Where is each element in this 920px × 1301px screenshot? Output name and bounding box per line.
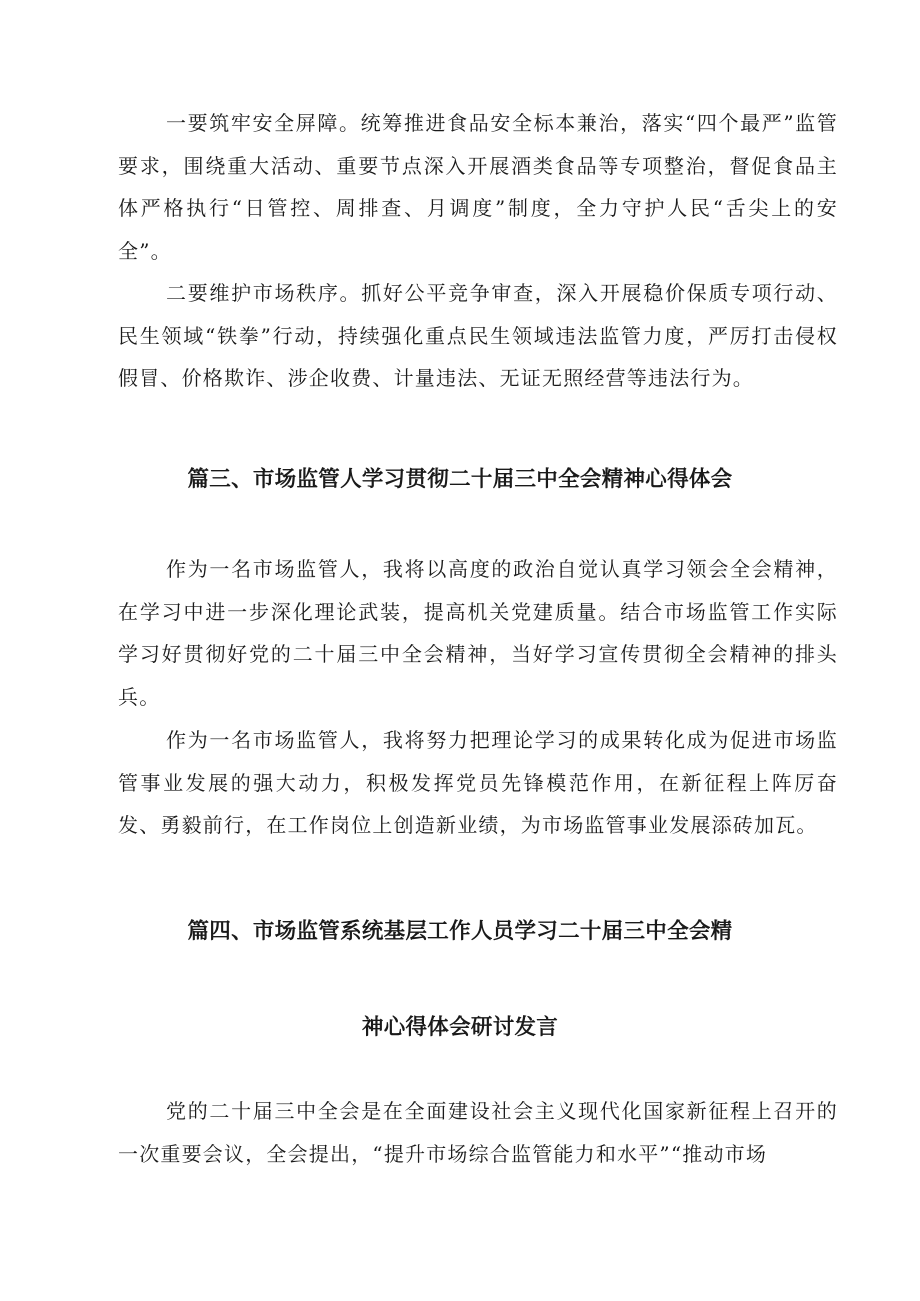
paragraph-study-spirit: 作为一名市场监管人，我将以高度的政治自觉认真学习领会全会精神，在学习中进一步深化理论武装，提高机关党建质量。结合市场监管工作实际学习好贯彻好党的二十届三中全会精神，当好学习宣传贯彻全会精神的排头兵。 — [118, 557, 838, 709]
section-four-heading-line-1: 篇四、市场监管系统基层工作人员学习二十届三中全会精 — [187, 919, 733, 944]
paragraph-food-safety: 一要筑牢安全屏障。统筹推进食品安全标本兼治，落实“四个最严”监管要求，围绕重大活动、重要节点深入开展酒类食品等专项整治，督促食品主体严格执行“日管控、周排查、月调度”制度，全力守护人民“舌尖上的安全”。 — [118, 111, 838, 263]
paragraph-theory-practice: 作为一名市场监管人，我将努力把理论学习的成果转化成为促进市场监管事业发展的强大动力，积极发挥党员先锋模范作用，在新征程上阵厉奋发、勇毅前行，在工作岗位上创造新业绩，为市场监管事业发展添砖加瓦。 — [118, 728, 838, 837]
paragraph-plenary-intro: 党的二十届三中全会是在全面建设社会主义现代化国家新征程上召开的一次重要会议，全会提出，“提升市场综合监管能力和水平”“推动市场 — [118, 1099, 838, 1166]
paragraph-market-order: 二要维护市场秩序。抓好公平竞争审查，深入开展稳价保质专项行动、民生领域“铁拳”行动，持续强化重点民生领域违法监管力度，严厉打击侵权假冒、价格欺诈、涉企收费、计量违法、无证无照经营等违法行为。 — [118, 281, 838, 390]
section-three-heading: 篇三、市场监管人学习贯彻二十届三中全会精神心得体会 — [187, 467, 733, 492]
section-four-heading-line-2: 神心得体会研讨发言 — [361, 1015, 559, 1040]
